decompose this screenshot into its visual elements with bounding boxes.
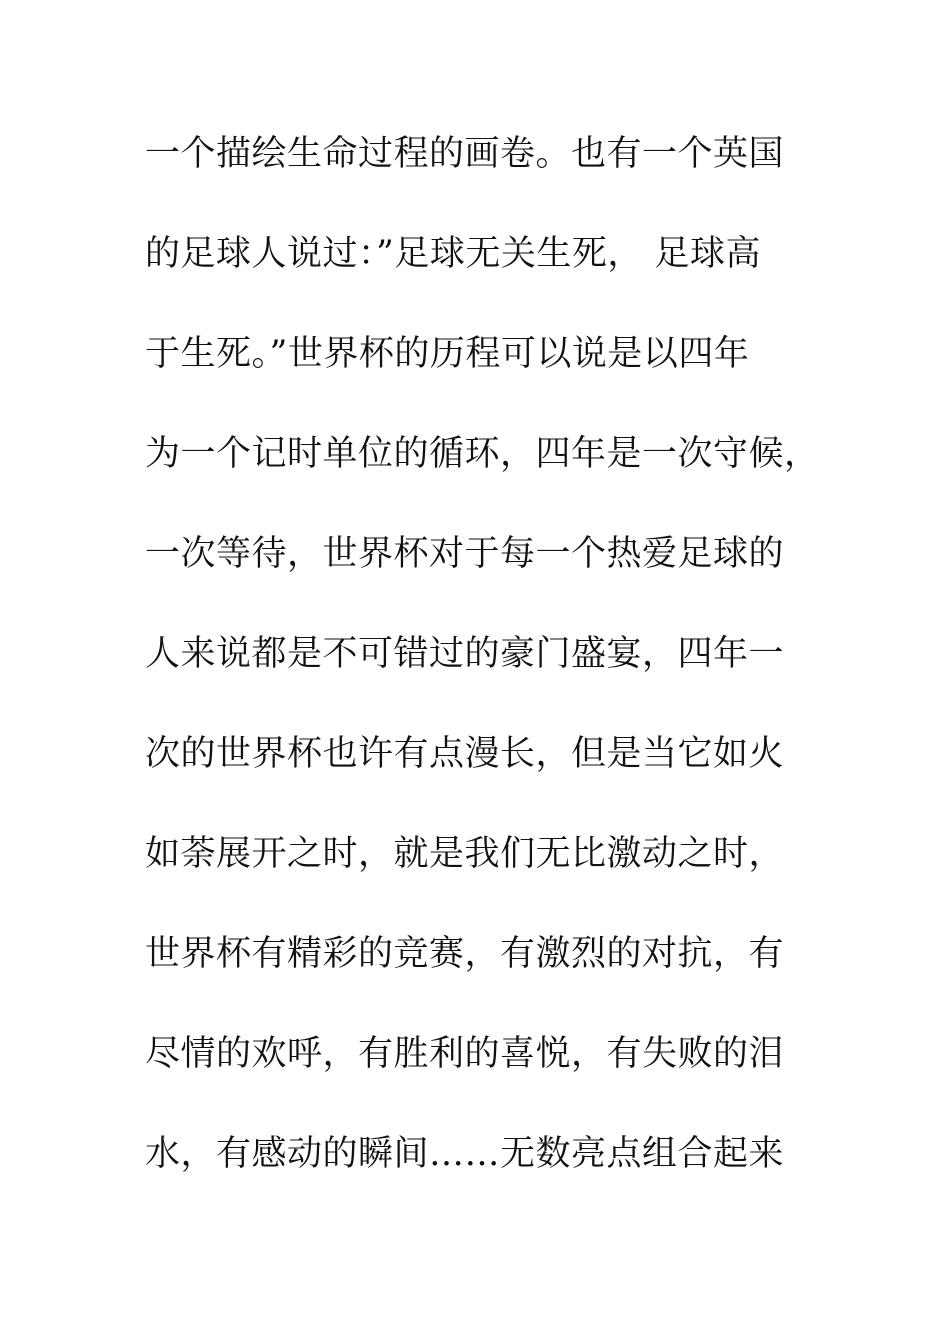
text-line: 如荼展开之时，就是我们无比激动之时， <box>145 834 785 874</box>
body-text <box>145 124 825 1224</box>
text-line: 一次等待，世界杯对于每一个热爱足球的 <box>145 534 785 574</box>
text-line: 尽情的欢呼，有胜利的喜悦，有失败的泪 <box>145 1034 785 1074</box>
text-line: 于生死。”世界杯的历程可以说是以四年 <box>145 334 750 374</box>
text-line: 人来说都是不可错过的豪门盛宴，四年一 <box>145 634 785 674</box>
text-line: 世界杯有精彩的竞赛，有激烈的对抗，有 <box>145 934 785 974</box>
text-line: 为一个记时单位的循环，四年是一次守候， <box>145 434 820 474</box>
text-line: 的足球人说过：”足球无关生死， 足球高 <box>145 234 762 274</box>
text-line: 次的世界杯也许有点漫长，但是当它如火 <box>145 734 785 774</box>
text-line: 一个描绘生命过程的画卷。也有一个英国 <box>145 134 785 174</box>
text-line: 水，有感动的瞬间……无数亮点组合起来 <box>145 1134 785 1174</box>
